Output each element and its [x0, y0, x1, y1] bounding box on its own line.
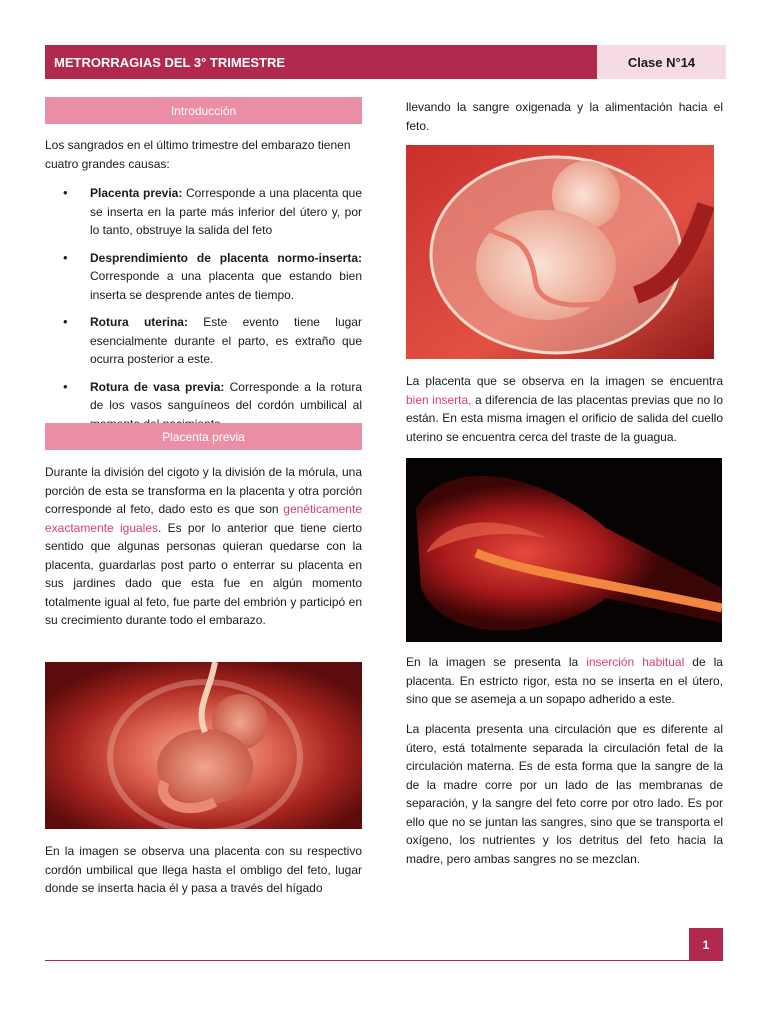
list-item: • Rotura de vasa previa: Corresponde a la rotura de los vasos sanguíneos del cordón umbilical al [45, 378, 362, 434]
text-run: . Es por lo anterior que tiene cierto sentido que algunas personas quieran quedarse con la placenta, guardarlas post parto o enterrar su placenta en sus jardines dado que esta fue en algún momento totalmente igual al feto, fue parte del embrión y participó en su crecimiento durante todo el embarazo. [45, 520, 362, 627]
intro-text: Los sangrados en el último trimestre del embarazo tienen cuatro grandes causas: [45, 138, 351, 171]
bullet-term: Placenta previa: [90, 186, 183, 200]
text-run: En la imagen se presenta la [406, 655, 587, 669]
list-item: • Placenta previa: Corresponde a una placenta que se inserta en la parte más inferior del útero y, por lo tanto, obstruye la salida del feto [63, 185, 363, 237]
text-run: La placenta que se observa en la imagen se encuentra [406, 374, 723, 388]
highlight-text: bien inserta, [406, 392, 472, 407]
circulation-text: La placenta presenta una circulación que es diferente al útero, está totalmente separada la circulación fetal de la circulación materna. Es de esta forma que la sangre de la de la madre corre por un lado de las membranas de separación, y la sangre del feto corre por otro lado. Es por ello que no se juntan las sangres, sino que se transporta el oxígeno, los nutrientes y los detritus del feto hacia la madre, pero ambas sangres no se mezclan. [406, 722, 723, 866]
highlight-text: genéticamente exactamente iguales [45, 502, 362, 535]
bullet-term: Rotura de vasa previa: [90, 379, 225, 394]
list-item: • Rotura uterina: Este evento tiene lugar esencialmente durante el parto, es extraño que ocurra posterior a este. [63, 314, 362, 366]
page-number: 1 [689, 928, 723, 961]
placenta-previa-heading: Placenta previa [45, 423, 362, 450]
list-item: • Desprendimiento de placenta normo-inserta: Corresponde a una placenta que estando bien inserta se desprende antes de tiempo. [63, 249, 362, 302]
footer-divider [45, 960, 723, 961]
image-caption-left: En la imagen se observa una placenta con su respectivo cordón umbilical que llega hasta el ombligo del feto, lugar donde se inserta hacia él y pasa a través del hígado [45, 844, 362, 895]
continued-text: llevando la sangre oxigenada y la alimentación hacia el feto. [406, 100, 723, 133]
fetus-in-sac-image [406, 145, 714, 359]
text-run: Durante la división del cigoto y la división de la mórula, una porción de esta se transforma en la placenta y otra porción corresponde al feto, dado esto es que son [45, 465, 362, 516]
bullet-term: Desprendimiento de placenta normo-inserta: [90, 250, 362, 265]
bullet-text: Corresponde a una placenta que se inserta en la parte más inferior del útero y, por lo tanto, obstruye la salida del feto [90, 186, 363, 237]
intro-heading: Introducción [45, 97, 362, 124]
text-run: de la placenta. En estricto rigor, esta no se inserta en el útero, sino que se asemeja a un sopapo adherido a este. [406, 655, 723, 706]
bullet-text: Corresponde a la rotura de los vasos sanguíneos del cordón umbilical al [90, 379, 363, 412]
highlight-text: inserción habitual [586, 655, 685, 669]
fetus-in-womb-image [45, 662, 362, 829]
placenta-previa-text [45, 463, 362, 630]
document-title: METRORRAGIAS DEL 3° TRIMESTRE [45, 45, 597, 79]
bien-inserta-text [406, 372, 723, 446]
bullet-term: Rotura uterina: [90, 315, 188, 329]
bullet-text: Este evento tiene lugar esencialmente durante el parto, es extraño que ocurra posterior a este. [90, 315, 362, 366]
bullet-text: Corresponde a una placenta que estando bien inserta se desprende antes de tiempo. [90, 269, 362, 302]
insercion-habitual-text [406, 653, 723, 709]
placenta-insertion-image [406, 458, 722, 642]
text-run: a diferencia de las placentas previas que no lo están. En esta misma imagen el orificio de salida del cuello uterino se encuentra cerca del traste de la guagua. [406, 392, 723, 444]
class-number: Clase N°14 [597, 45, 726, 79]
causes-list [45, 184, 362, 442]
